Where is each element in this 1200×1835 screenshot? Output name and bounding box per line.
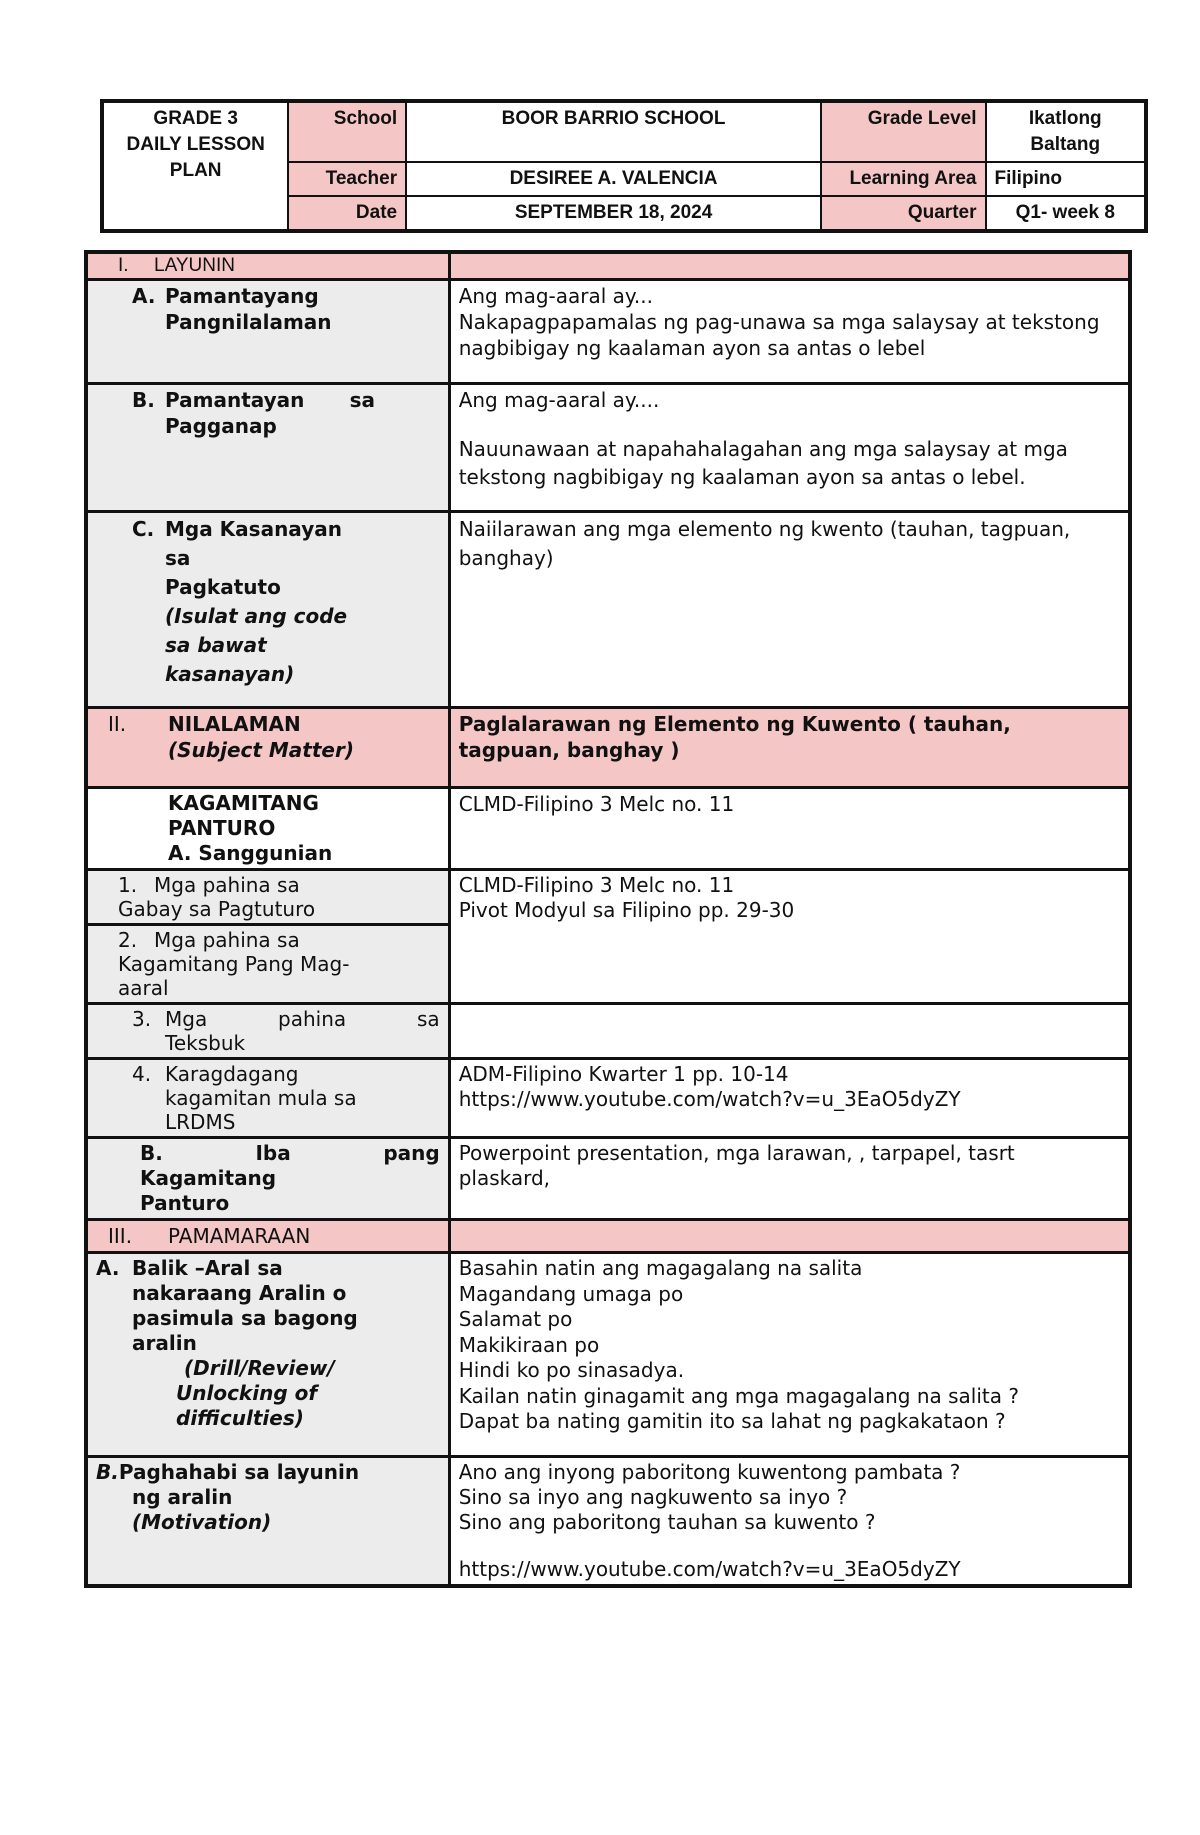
iba-pang-kagamitan-label: B. Iba pang Kagamitang Panturo [86, 1138, 449, 1220]
mga-kasanayan-label: C. Mga Kasanayan sa Pagkatuto (Isulat ang code sa bawat kasanayan) [86, 512, 449, 708]
iba-pang-kagamitan-body: Powerpoint presentation, mga larawan, , tarpapel, tasrt plaskard, [449, 1138, 1130, 1220]
paghahabi-body: Ano ang inyong paboritong kuwentong pambata ? Sino sa inyo ang nagkuwento sa inyo ? Sino ang paboritong tauhan sa kuwento ? https://www.youtube.com/watch?v=u_3EaO5dyZY [449, 1457, 1130, 1587]
lrdms-label: 4. Karagdagang kagamitan mula sa LRDMS [86, 1059, 449, 1138]
motivation-video-link[interactable]: https://www.youtube.com/watch?v=u_3EaO5dyZY [458, 1557, 961, 1581]
lrdms-body: ADM-Filipino Kwarter 1 pp. 10-14 https://www.youtube.com/watch?v=u_3EaO5dyZY [449, 1059, 1130, 1138]
paghahabi-label: B.Paghahabi sa layunin ng aralin (Motivation) [86, 1457, 449, 1587]
gabay-kagamitan-body: CLMD-Filipino 3 Melc no. 11 Pivot Modyul sa Filipino pp. 29-30 [449, 870, 1130, 1004]
lesson-plan-table [84, 250, 1132, 1588]
date-value: SEPTEMBER 18, 2024 [406, 196, 821, 231]
quarter-value: Q1- week 8 [986, 196, 1147, 231]
school-label: School [288, 101, 406, 162]
grade-level-label: Grade Level [821, 101, 986, 162]
pamantayang-pangnilalaman-label: A. Pamantayang Pangnilalaman [86, 280, 449, 384]
kagamitang-panturo-label: KAGAMITANG PANTURO A. Sanggunian [86, 788, 449, 870]
learning-area-label: Learning Area [821, 162, 986, 196]
section-nilalaman-body: Paglalarawan ng Elemento ng Kuwento ( tauhan, tagpuan, banghay ) [449, 708, 1130, 788]
pamantayan-sa-pagganap-body: Ang mag-aaral ay.... Nauunawaan at napahahalagahan ang mga salaysay at mga tekstong nagbibigay ng kaalaman ayon sa antas o lebel. [449, 384, 1130, 512]
school-value: BOOR BARRIO SCHOOL [406, 101, 821, 162]
pamantayan-sa-pagganap-label: B. Pamantayan sa Pagganap [86, 384, 449, 512]
section-layunin-header: I. LAYUNIN [86, 252, 449, 280]
section-layunin-header-blank [449, 252, 1130, 280]
lrdms-video-link[interactable]: https://www.youtube.com/watch?v=u_3EaO5dyZY [458, 1087, 961, 1111]
gabay-sa-pagtuturo-label: 1. Mga pahina sa Gabay sa Pagtuturo [86, 870, 449, 925]
section-nilalaman-label: II. NILALAMAN (Subject Matter) [86, 708, 449, 788]
quarter-label: Quarter [821, 196, 986, 231]
sanggunian-body: CLMD-Filipino 3 Melc no. 11 [449, 788, 1130, 870]
date-label: Date [288, 196, 406, 231]
balik-aral-body: Basahin natin ang magagalang na salita Magandang umaga po Salamat po Makikiraan po Hindi ko po sinasadya. Kailan natin ginagamit ang mga magagalang na salita ? Dapat ba nating gamitin ito sa lahat ng pagkakataon ? [449, 1253, 1130, 1457]
teksbuk-body [449, 1004, 1130, 1059]
teacher-label: Teacher [288, 162, 406, 196]
lesson-plan-title: GRADE 3 DAILY LESSON PLAN [102, 101, 288, 231]
teacher-value: DESIREE A. VALENCIA [406, 162, 821, 196]
mga-kasanayan-body: Naiilarawan ang mga elemento ng kwento (tauhan, tagpuan, banghay) [449, 512, 1130, 708]
section-pamamaraan-header: III. PAMAMARAAN [86, 1220, 449, 1253]
balik-aral-label: A. Balik –Aral sa nakaraang Aralin o pasimula sa bagong aralin (Drill/Review/ Unlocking of difficulties) [86, 1253, 449, 1457]
header-table [100, 99, 1148, 233]
section-pamamaraan-header-blank [449, 1220, 1130, 1253]
teksbuk-label: 3. Mga pahina sa Teksbuk [86, 1004, 449, 1059]
learning-area-value: Filipino [986, 162, 1147, 196]
kagamitang-pang-mag-aaral-label: 2. Mga pahina sa Kagamitang Pang Mag- aaral [86, 925, 449, 1004]
pamantayang-pangnilalaman-body: Ang mag-aaral ay... Nakapagpapamalas ng pag-unawa sa mga salaysay at tekstong nagbibigay ng kaalaman ayon sa antas o lebel [449, 280, 1130, 384]
grade-level-value: Ikatlong Baltang [986, 101, 1147, 162]
